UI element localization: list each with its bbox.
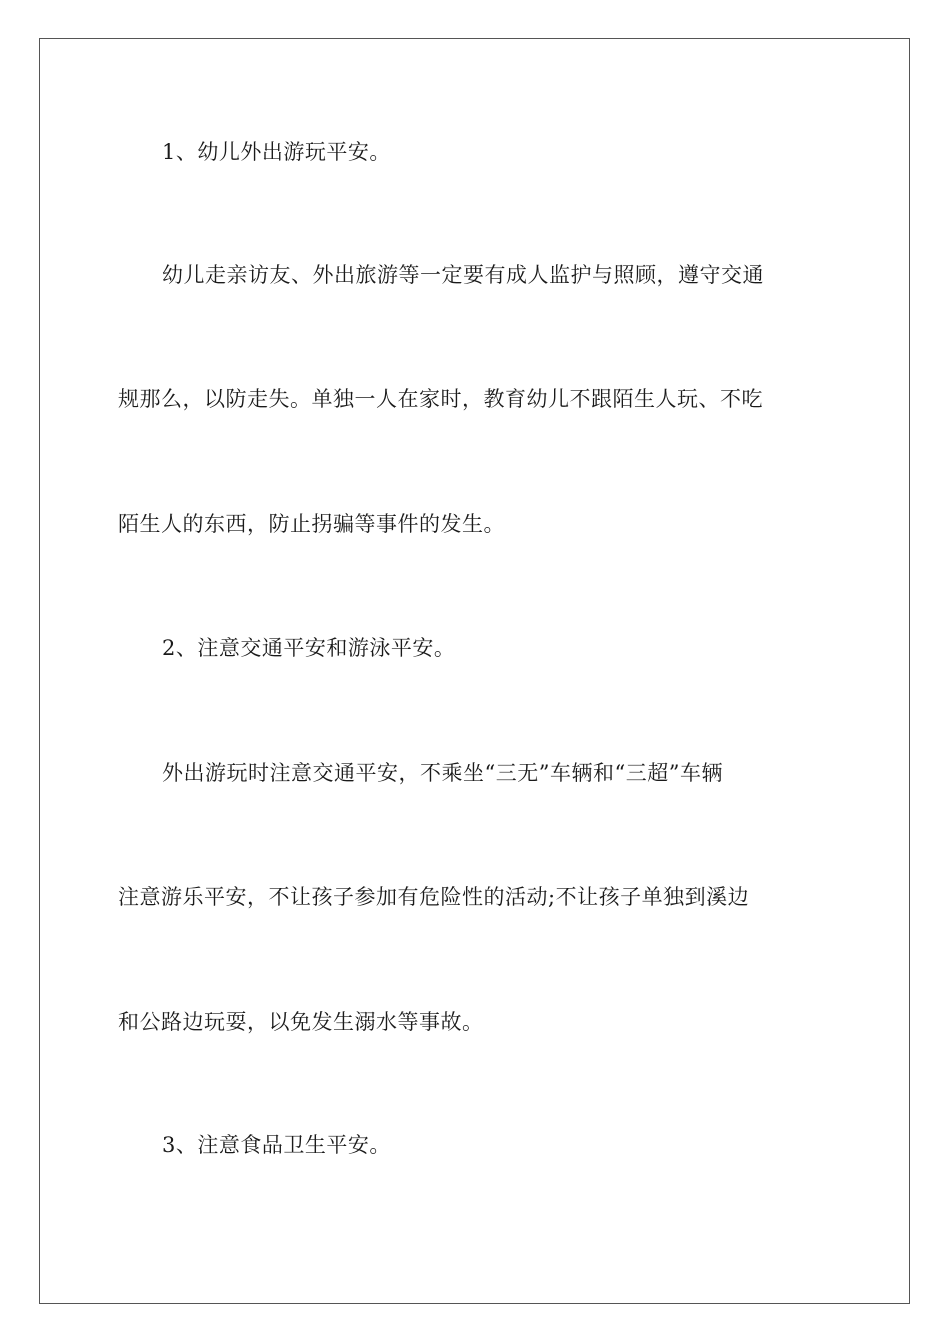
paragraph-line: 注意游乐平安，不让孩子参加有危险性的活动;不让孩子单独到溪边 <box>118 885 750 909</box>
heading-2: 2、注意交通平安和游泳平安。 <box>162 636 456 660</box>
paragraph-line: 规那么，以防走失。单独一人在家时，教育幼儿不跟陌生人玩、不吃 <box>118 387 763 411</box>
paragraph-line: 和公路边玩耍，以免发生溺水等事故。 <box>118 1010 484 1034</box>
paragraph-line: 外出游玩时注意交通平安，不乘坐“三无”车辆和“三超”车辆 <box>162 761 723 785</box>
heading-1: 1、幼儿外出游玩平安。 <box>162 140 391 164</box>
paragraph-line: 幼儿走亲访友、外出旅游等一定要有成人监护与照顾，遵守交通 <box>162 263 764 287</box>
paragraph-line: 陌生人的东西，防止拐骗等事件的发生。 <box>118 512 505 536</box>
heading-3: 3、注意食品卫生平安。 <box>162 1133 391 1157</box>
page-border <box>39 38 910 1304</box>
